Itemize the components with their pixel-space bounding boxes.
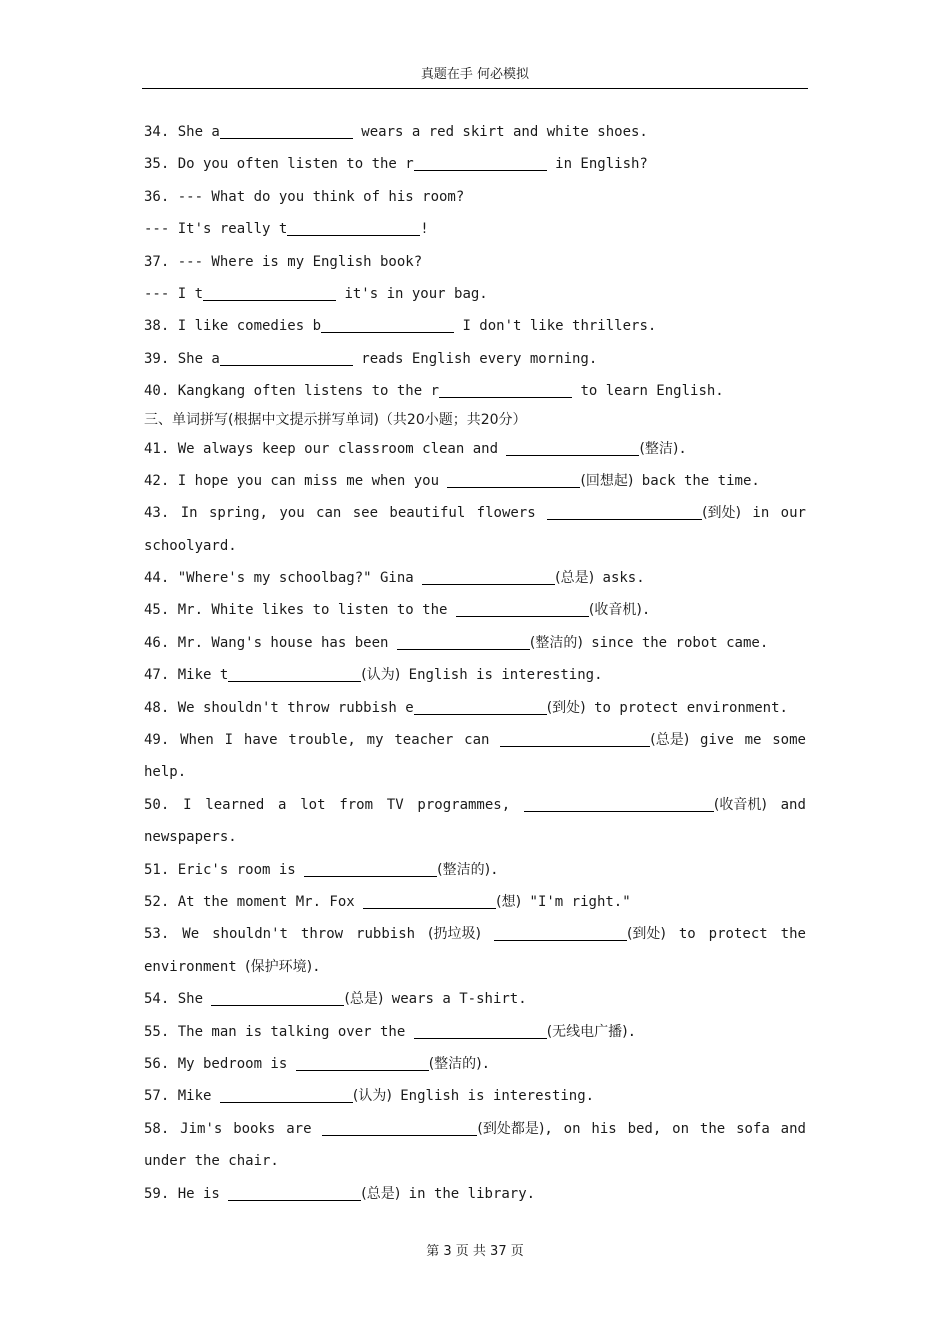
answer-blank[interactable]: [524, 794, 714, 812]
question-49: 49. When I have trouble, my teacher can (总是) give me some: [144, 724, 806, 756]
answer-blank[interactable]: [414, 1021, 547, 1039]
question-47: 47. Mike t (认为) English is interesting.: [144, 659, 806, 691]
question-46: 46. Mr. Wang's house has been (整洁的) since the robot came.: [144, 627, 806, 659]
question-48: 48. We shouldn't throw rubbish e (到处) to protect environment.: [144, 692, 806, 724]
question-34: 34. She a wears a red skirt and white shoes.: [144, 116, 806, 148]
question-43-cont: schoolyard.: [144, 537, 237, 554]
question-43: 43. In spring, you can see beautiful flowers (到处) in our: [144, 497, 806, 529]
question-53-cont: environment (保护环境).: [144, 958, 321, 975]
answer-blank[interactable]: [447, 470, 580, 488]
question-44: 44. "Where's my schoolbag?" Gina (总是) asks.: [144, 562, 806, 594]
question-59: 59. He is (总是) in the library.: [144, 1178, 806, 1210]
answer-blank[interactable]: [456, 599, 589, 617]
answer-blank[interactable]: [494, 923, 627, 941]
answer-blank[interactable]: [414, 153, 547, 171]
exercise-body: [144, 116, 806, 1210]
answer-blank[interactable]: [228, 1183, 361, 1201]
answer-blank[interactable]: [500, 729, 650, 747]
answer-blank[interactable]: [203, 283, 336, 301]
answer-blank[interactable]: [439, 380, 572, 398]
answer-blank[interactable]: [414, 697, 547, 715]
question-51: 51. Eric's room is (整洁的).: [144, 854, 806, 886]
answer-blank[interactable]: [397, 632, 530, 650]
question-56: 56. My bedroom is (整洁的).: [144, 1048, 806, 1080]
answer-blank[interactable]: [220, 1085, 353, 1103]
answer-blank[interactable]: [287, 218, 420, 236]
answer-blank[interactable]: [220, 348, 353, 366]
page-footer: 第 3 页 共 37 页: [426, 1244, 524, 1259]
question-35: 35. Do you often listen to the r in English?: [144, 148, 806, 180]
question-37: 37. --- Where is my English book?: [144, 253, 423, 270]
header-rule: [142, 88, 808, 89]
question-53: 53. We shouldn't throw rubbish (扔垃圾) (到处) to protect the: [144, 918, 806, 950]
answer-blank[interactable]: [422, 567, 555, 585]
answer-blank[interactable]: [322, 1118, 477, 1136]
question-41: 41. We always keep our classroom clean and (整洁).: [144, 433, 806, 465]
question-58-cont: under the chair.: [144, 1153, 279, 1170]
question-38: 38. I like comedies b I don't like thrillers.: [144, 310, 806, 342]
question-39: 39. She a reads English every morning.: [144, 343, 806, 375]
question-58: 58. Jim's books are (到处都是), on his bed, on the sofa and: [144, 1113, 806, 1145]
answer-blank[interactable]: [228, 664, 361, 682]
question-36-answer: --- It's really t !: [144, 213, 806, 245]
question-57: 57. Mike (认为) English is interesting.: [144, 1080, 806, 1112]
answer-blank[interactable]: [547, 502, 702, 520]
question-50-cont: newspapers.: [144, 829, 237, 846]
section-title: 三、单词拼写(根据中文提示拼写单词)（共20小题；共20分）: [144, 411, 527, 428]
question-37-answer: --- I t it's in your bag.: [144, 278, 806, 310]
answer-blank[interactable]: [321, 315, 454, 333]
answer-blank[interactable]: [211, 988, 344, 1006]
question-54: 54. She (总是) wears a T-shirt.: [144, 983, 806, 1015]
question-49-cont: help.: [144, 764, 187, 781]
question-42: 42. I hope you can miss me when you (回想起) back the time.: [144, 465, 806, 497]
answer-blank[interactable]: [220, 121, 353, 139]
page-header: 真题在手 何必模拟: [420, 67, 530, 82]
question-55: 55. The man is talking over the (无线电广播).: [144, 1016, 806, 1048]
answer-blank[interactable]: [363, 891, 496, 909]
answer-blank[interactable]: [304, 859, 437, 877]
question-40: 40. Kangkang often listens to the r to learn English.: [144, 375, 806, 407]
question-45: 45. Mr. White likes to listen to the (收音机).: [144, 594, 806, 626]
question-52: 52. At the moment Mr. Fox (想) "I'm right.": [144, 886, 806, 918]
question-36: 36. --- What do you think of his room?: [144, 188, 465, 205]
answer-blank[interactable]: [506, 438, 639, 456]
answer-blank[interactable]: [296, 1053, 429, 1071]
question-50: 50. I learned a lot from TV programmes, (收音机) and: [144, 789, 806, 821]
